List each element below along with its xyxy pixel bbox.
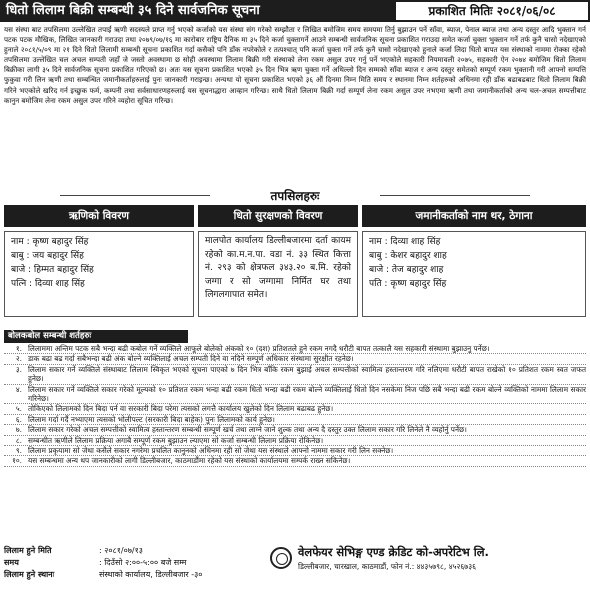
term-item (4, 354, 586, 364)
term-text: लिलाम सकार गर्ने व्यक्तिले संस्थाबाट लिलाम स्विकृत भएको सूचना पाएको ७ दिन भित्र बाँकि रकम बुझाई अचल सम्पत्तीको स्वामित्व हस्तान्तरण गरि नलिएमा धरौटी बापत राखेको १० प्रतिशत रकम स्वत जफत हुनेछ। (28, 364, 586, 384)
cooperative-logo-icon (270, 547, 292, 569)
auction-place-row (4, 569, 264, 581)
terms-heading: बोलकबोल सम्बन्धी शर्तहरुः (4, 330, 188, 343)
borrower-father: बाबु : जय बहादुर सिंह (11, 251, 84, 261)
notice-body: यस संस्था बाट तपसिलमा उल्लेखित तपाईं ऋणी सदस्यले प्राप्त गर्नु भएको कर्जाको यस संस्था संग गरेको सम्झौता र लिखित बमोजिम समय समयमा तिर्नु बुझाउन पर्ने साँवा, ब्याज, पेनाल ब्याज तथा अन्य दस्तुर आदि भुक्तान गर्न पटक पटक मौखिक, लिखित जानकारी गराउदा तथा २०७९/०७/१६ मा कारोबार राष्ट्रिय दैनिक मा ३५ दिने कर्जा चुक्तागर्ने आउने सम्बन्धी सार्वजनिक सूचना प्रकाशित गराउदा समेत कर्जा चुक्ता भुक्तान गर्ने तर्फ कुनै चासो नदेखाएको हुनाले २०८१/५/०९ मा २१ दिने धितो लिलामी सम्बन्धी सूचना प्रकाशित गर्दा कसैको पनि डाँक नपरेकोले र तत्पश्चात् पनि कर्जा चुक्ता गर्ने तर्फ कुनै चासो नदेखाएको हुनाले कर्जा लिदा धितो बापत यस संस्थाको नाममा रोक्का रहेको तपसिलमा उल्लेखित चल अचल सम्पती जहाँ जे जस्तो अवस्थामा छ सोही अवस्थामा लिलाम बिक्री गरी संस्थाको लेना रकम असुल उपर गर्नु पर्ने भएकोले सहकारी नियमावली २०७५, सहकारी ऐन २०७४ बमोजिम धितो लिलाम बिक्रीका लागी ३५ दिने सार्वजनिक सूचना प्रकाशित गरिएको छ। अतः यस सूचना प्रकाशित भएको ३५ दिन भित्र ऋण चुक्ता गर्ने अथिल्लो दिन सम्मको साँवा ब्याज र अन्य दस्तुर समेतको सम्पूर्ण रकम भुक्तानी गरी आफ्नो सम्पत्ति फुकुवा गरी लिन ऋणी तथा सम्बन्धित जमानीकर्ताहरुलाई पुनः जानकारी गराइन्छ। अन्यथा यो सूचना प्रकाशित भएको ३६ औं दिनमा निम्न मिति समय र स्थानमा निम्न शर्तहरुको अधिनमा रही डाँक बढाबढबाट धितो लिलाम बिक्री गरिने भएकोले खरिद गर्न इच्छुक फर्म, कम्पनी तथा सर्वसाधारणहरुलाई यस सूचनाद्धारा आव्हान गरिन्छ। साथै धितो लिलाम बिक्री गर्दा सम्पूर्ण लेना रकम असुल उपर नभएमा ऋणी तथा जमानीकर्ताको अन्य चल-अचल सम्पत्तीबाट कानुन बमोजिम लेना रकम असुल उपर गरिने व्यहोरा सूचित गरिन्छ। (4, 25, 586, 105)
term-item (4, 456, 586, 466)
collateral-details (198, 205, 358, 325)
term-text: लिलाम सकार गर्ने व्यक्तिले सकार गरेको मूल्यको १० प्रतिशत रकम भन्दा बढी रकम धितो भन्दा बढी रकम बोल्ने व्यक्तिलाई धितो दिन नसकेमा निज पछि सबै भन्दा बढी रकम बोल्ने व्यक्तिको नाममा लिलाम सकार गरिनेछ। (28, 384, 586, 404)
term-item (4, 425, 586, 435)
guarantor-husband: पति : कृष्ण बहादुर सिंह (369, 279, 447, 289)
auction-place-label: लिलाम हुने स्थानः (4, 570, 55, 579)
term-text: लिलाम गर्दा गर्दै नभ्याएमा त्यसको भोलीपल्ट (सरकारी बिदा बाहेक) पुनः लिलामको कार्य हुनेछ। (28, 414, 275, 424)
company-address: डिल्लीबजार, चारखाल, काठमाडौं, फोन नं.: ४४३५७९८, ४५२६७३६ (298, 562, 476, 571)
collateral-text: मालपोत कार्यालय डिल्लीबजारमा दर्ता कायम रहेको का.म.न.पा. वडा नं. ३३ स्थित कित्ता नं. २९३ को क्षेत्रफल ३४३.२० ब.मि. रहेको जग्गा र सो जग्गामा निर्मित घर तथा लिगलगापात समेत। (198, 231, 358, 317)
company-name: वेलफेयर सेभिङ्ग एण्ड क्रेडिट को-अपरेटिभ लि. (298, 545, 489, 559)
auction-place-value: संस्थाको कार्यालय, डिल्लीबजार -३० (99, 570, 203, 579)
borrower-details (4, 205, 194, 325)
term-item (4, 436, 586, 446)
term-text: लिलाम सकार गरेको अचल सम्पत्तीको स्वामित्व हस्तान्तरण सम्बन्धी सम्पूर्ण खर्च तथा लाग्ने जाने शुल्क तथा अन्य दै दस्तुर उक्त लिलाम सकार गरि लिनेले नै व्यहोर्नु पर्नेछ। (28, 425, 467, 435)
footer (4, 545, 586, 593)
borrower-box (4, 231, 194, 317)
term-text: यस सम्बन्धमा अन्य थप जानकारीको लागी डिल्लीबजार, काठमाडौंमा रहेको यस संस्थाको कार्यालयमा सम्पर्क राख्न सकिनेछ। (28, 456, 351, 466)
auction-date-label: लिलाम हुने मिति (4, 546, 52, 555)
term-number: ४. (15, 384, 22, 394)
guarantor-heading: जमानीकर्ताको नाम थर, ठेगाना (362, 205, 586, 227)
term-text: तोकिएको लिलामको दिन बिदा पर्न वा सरकारी बिदा परेमा त्यसको लगत्तै कार्यालय खुलेको दिन लिलाम बढाबढ हुनेछ। (28, 404, 334, 414)
auction-info (4, 545, 264, 581)
term-item (4, 404, 586, 414)
terms-list (4, 344, 586, 467)
term-item (4, 415, 586, 425)
term-number: ५. (15, 404, 22, 414)
term-number: ६. (15, 414, 22, 424)
auction-time-value: : दिउँसो २:००-५:०० बजे सम्म (99, 558, 187, 567)
guarantor-box (362, 231, 586, 317)
term-number: ८. (15, 435, 22, 445)
guarantor-name: नाम : दिव्या शाह सिंह (369, 237, 441, 247)
term-number: २. (15, 354, 22, 364)
term-number: १. (15, 344, 22, 353)
guarantor-grandfather: बाजे : तेज बहादुर शाह (369, 265, 444, 275)
guarantor-details (362, 205, 586, 325)
auction-date-row (4, 545, 264, 557)
auction-time-row (4, 557, 264, 569)
term-item (4, 344, 586, 354)
notice-title: धितो लिलाम बिक्री सम्बन्धी ३५ दिने सार्वजनिक सूचना (0, 0, 394, 22)
guarantor-father: बाबु : केशर बहादुर शाह (369, 251, 447, 261)
auction-time-label: समय (4, 558, 19, 567)
borrower-name: नाम : कृष्ण बहादुर सिंह (11, 237, 89, 247)
term-number: ९. (15, 446, 22, 456)
term-text: डाक बढा बढ गर्दा सबैभन्दा बढी अंक बोल्ने व्यक्तिलाई अचल सम्पती दिने वा नदिने सम्पूर्ण अधिकार संस्थामा सुरक्षीत रहनेछ। (28, 354, 354, 364)
borrower-wife: पत्नि : दिव्या शाह सिंह (11, 279, 85, 289)
published-date: प्रकाशित मितिः २०८१/०६/०८ (394, 0, 590, 22)
auction-date-value: : २०८१/०७/१३ (99, 546, 143, 555)
header-bar (0, 0, 590, 22)
term-item (4, 446, 586, 456)
term-text: लिलाम प्रकृयामा सो जेथा कसैले सकार नगरेमा प्रचलित कानुनको अधिनमा रही सो जेथा यस संस्थाले आफ्नो नाममा सकार गरी लिन सक्नेछ। (28, 446, 394, 456)
term-item (4, 385, 586, 405)
term-text: सम्बन्धीत ऋणीले लिलाम प्रक्रिया अगाबै सम्पूर्ण रकम बुझाउन ल्याएमा सो कर्जा सम्बन्धी लिलाम प्रक्रिया रोकिनेछ। (28, 435, 324, 445)
term-number: ३. (15, 364, 22, 374)
term-number: ७. (15, 425, 22, 435)
borrower-heading: ऋणिको विवरण (4, 205, 194, 227)
term-text: लिलाममा अन्तिम पटक सबै भन्दा बढी कबोल गर्ने व्यक्तिले आफूले बोलेको अंकको १० (दश) प्रतिशतले हुने रकम नगदै धरौटी बापत तत्कालै यस सहकारी संस्थामा बुझाउनु पर्नेछ। (28, 344, 490, 353)
borrower-grandfather: बाजे : हिम्मत बहादुर सिंह (11, 265, 94, 275)
collateral-heading: धितो सुरक्षणको विवरण (198, 205, 358, 227)
term-item (4, 365, 586, 385)
term-number: १०. (12, 456, 22, 466)
details-title: तपसिलहरुः (210, 187, 380, 204)
